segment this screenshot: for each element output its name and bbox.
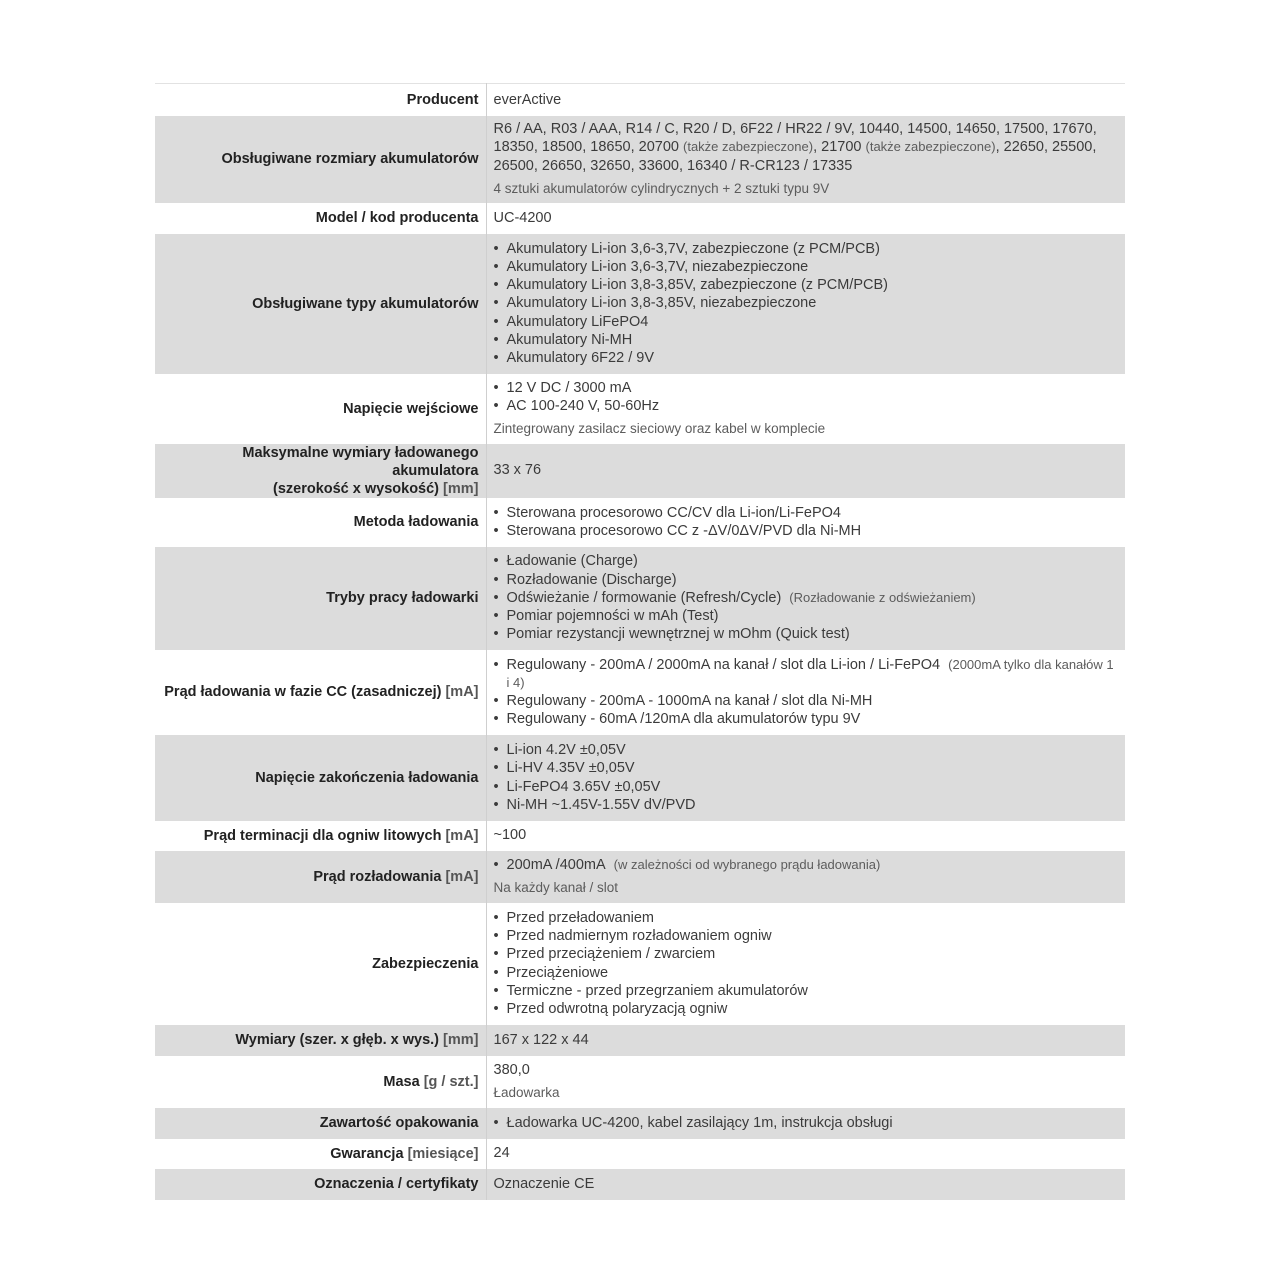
spec-label	[155, 1056, 486, 1108]
list-item: • Rozładowanie (Discharge)	[494, 571, 1118, 589]
sizes-text: R6 / AA, R03 / AAA, R14 / C, R20 / D, 6F22 / HR22 / 9V, 10440, 14500, 14650, 17500, 17670, 18350, 18500, 18650, 20700	[493, 121, 1097, 156]
list-item: • Termiczne - przed przegrzaniem akumulatorów	[494, 982, 1118, 1000]
list-item-text: Regulowany - 200mA / 2000mA na kanał / slot dla Li-ion / Li-FePO4	[506, 656, 941, 673]
label-unit: [mA]	[445, 868, 479, 885]
sizes-note: (także zabezpieczone)	[865, 139, 996, 155]
label-text: Prąd ładowania w fazie CC (zasadniczej)	[164, 684, 442, 700]
spec-row-producent	[155, 84, 1125, 116]
label-text: Zabezpieczenia	[372, 955, 479, 972]
list-item: • Akumulatory LiFePO4	[494, 313, 1118, 331]
spec-value	[486, 903, 1125, 1025]
list-item: • Ładowarka UC-4200, kabel zasilający 1m, instrukcja obsługi	[494, 1114, 1118, 1132]
value-list	[494, 379, 1118, 415]
label-text: Masa	[383, 1073, 420, 1090]
spec-row-dimensions	[155, 1025, 1125, 1056]
value-list	[494, 856, 1118, 874]
spec-label	[155, 1025, 486, 1056]
list-item: • Przed przeciążeniem / zwarciem	[494, 945, 1118, 963]
spec-value	[486, 1169, 1125, 1200]
list-item: • Pomiar rezystancji wewnętrznej w mOhm (Quick test)	[494, 625, 1118, 643]
label-unit: [miesiące]	[407, 1145, 479, 1162]
list-item: • Li-FePO4 3.65V ±0,05V	[494, 778, 1118, 796]
spec-label	[155, 735, 486, 821]
label-text: Prąd terminacji dla ogniw litowych	[203, 827, 442, 844]
value-list	[494, 552, 1118, 643]
list-item: • Pomiar pojemności w mAh (Test)	[494, 607, 1118, 625]
spec-label	[155, 1169, 486, 1200]
spec-row-discharge-current	[155, 851, 1125, 903]
spec-value	[486, 851, 1125, 903]
spec-value	[486, 821, 1125, 851]
spec-row-modes	[155, 547, 1125, 650]
value-text: 24	[493, 1145, 510, 1162]
spec-value	[486, 234, 1125, 374]
spec-label	[155, 1139, 486, 1169]
list-item-text: 200mA /400mA	[506, 856, 606, 873]
spec-value	[486, 116, 1125, 203]
value-text: everActive	[493, 91, 562, 108]
value-text: 167 x 122 x 44	[493, 1031, 589, 1048]
value-subnote: 4 sztuki akumulatorów cylindrycznych + 2 sztuki typu 9V	[493, 180, 830, 196]
label-text: Obsługiwane rozmiary akumulatorów	[221, 151, 479, 167]
spec-row-charging-method	[155, 498, 1125, 547]
value-text: 33 x 76	[493, 462, 542, 479]
spec-table	[155, 83, 1125, 1200]
list-item-note: (w zależności od wybranego prądu ładowania)	[613, 856, 881, 872]
value-text: ~100	[493, 827, 527, 844]
label-text: Napięcie wejściowe	[343, 400, 479, 417]
list-item: • Ni-MH ~1.45V-1.55V dV/PVD	[494, 796, 1118, 814]
spec-value	[486, 1056, 1125, 1108]
label-text: Gwarancja	[330, 1145, 404, 1162]
label-text: Producent	[406, 91, 479, 108]
list-item: • Akumulatory Li-ion 3,8-3,85V, zabezpieczone (z PCM/PCB)	[494, 276, 1118, 294]
spec-row-package-contents	[155, 1108, 1125, 1139]
list-item: • Regulowany - 200mA - 1000mA na kanał / slot dla Ni-MH	[494, 692, 1118, 710]
list-item: • Akumulatory 6F22 / 9V	[494, 349, 1118, 367]
spec-row-mass	[155, 1056, 1125, 1108]
list-item: • Ładowanie (Charge)	[494, 552, 1118, 570]
value-subnote: Zintegrowany zasilacz sieciowy oraz kabel w komplecie	[493, 421, 826, 437]
spec-row-max-dimensions	[155, 444, 1125, 498]
spec-label	[155, 234, 486, 374]
list-item: • 12 V DC / 3000 mA	[494, 379, 1118, 397]
spec-row-protections	[155, 903, 1125, 1025]
spec-label	[155, 498, 486, 547]
spec-value	[486, 84, 1125, 116]
spec-row-types	[155, 234, 1125, 374]
label-text: Metoda ładowania	[353, 514, 479, 530]
list-item: • Sterowana procesorowo CC z -ΔV/0ΔV/PVD dla Ni-MH	[494, 522, 1118, 540]
spec-row-charge-current	[155, 650, 1125, 735]
label-text: Zawartość opakowania	[319, 1115, 479, 1131]
label-unit: [mA]	[445, 684, 479, 700]
label-text: Tryby pracy ładowarki	[326, 590, 479, 606]
list-item: • Li-ion 4.2V ±0,05V	[494, 741, 1118, 759]
spec-value	[486, 444, 1125, 498]
label-unit: [mm]	[443, 480, 479, 497]
sizes-note: (także zabezpieczone)	[683, 139, 814, 155]
value-list	[494, 741, 1118, 814]
label-text: Model / kod producenta	[315, 210, 479, 226]
list-item: • Przed przeładowaniem	[494, 909, 1118, 927]
spec-label	[155, 374, 486, 444]
list-item	[494, 856, 1118, 874]
label-text: Napięcie zakończenia ładowania	[255, 769, 479, 786]
sizes-text: , 21700	[813, 139, 862, 156]
spec-value	[486, 547, 1125, 650]
value-text: UC-4200	[493, 209, 552, 226]
label-text: Maksymalne wymiary ładowanego akumulatora	[242, 444, 479, 479]
spec-label	[155, 1108, 486, 1139]
label-text: Wymiary (szer. x głęb. x wys.)	[235, 1032, 440, 1048]
spec-label	[155, 116, 486, 203]
spec-label	[155, 650, 486, 735]
list-item-note: (2000mA tylko dla kanałów 1 i 4)	[506, 656, 1114, 690]
list-item: • Akumulatory Ni-MH	[494, 331, 1118, 349]
spec-label	[155, 444, 486, 498]
list-item	[494, 656, 1118, 692]
spec-value	[486, 1025, 1125, 1056]
list-item	[494, 589, 1118, 607]
list-item: • Akumulatory Li-ion 3,6-3,7V, zabezpieczone (z PCM/PCB)	[494, 240, 1118, 258]
label-unit: [mm]	[443, 1032, 479, 1048]
value-list	[494, 909, 1118, 1018]
spec-row-certifications	[155, 1169, 1125, 1200]
value-list	[494, 1114, 1118, 1132]
spec-label	[155, 203, 486, 234]
spec-label	[155, 821, 486, 851]
list-item: • Regulowany - 60mA /120mA dla akumulatorów typu 9V	[494, 710, 1118, 728]
sizes-text: , 22650, 25500, 26500, 26650, 32650, 33600, 16340 / R-CR123 / 17335	[493, 139, 1097, 174]
list-item: • Przed odwrotną polaryzacją ogniw	[494, 1000, 1118, 1018]
list-item: • Akumulatory Li-ion 3,8-3,85V, niezabezpieczone	[494, 294, 1118, 312]
label-unit: [mA]	[445, 827, 479, 844]
list-item: • AC 100-240 V, 50-60Hz	[494, 397, 1118, 415]
spec-value	[486, 1139, 1125, 1169]
spec-value	[486, 203, 1125, 234]
spec-label	[155, 851, 486, 903]
value-list	[494, 656, 1118, 729]
value-text: 380,0	[493, 1061, 530, 1078]
value-list	[494, 240, 1118, 367]
value-text: Oznaczenie CE	[493, 1175, 595, 1192]
list-item-text: Odświeżanie / formowanie (Refresh/Cycle)	[506, 589, 782, 606]
spec-value	[486, 1108, 1125, 1139]
list-item: • Akumulatory Li-ion 3,6-3,7V, niezabezpieczone	[494, 258, 1118, 276]
list-item-note: (Rozładowanie z odświeżaniem)	[789, 589, 976, 605]
value-subnote: Ładowarka	[493, 1085, 560, 1100]
spec-row-termination-current	[155, 821, 1125, 851]
spec-value	[486, 374, 1125, 444]
spec-row-model	[155, 203, 1125, 234]
sizes-list	[494, 120, 1118, 175]
spec-label	[155, 547, 486, 650]
list-item: • Sterowana procesorowo CC/CV dla Li-ion/Li-FePO4	[494, 504, 1118, 522]
spec-row-end-voltage	[155, 735, 1125, 821]
list-item: • Li-HV 4.35V ±0,05V	[494, 759, 1118, 777]
value-subnote: Na każdy kanał / slot	[493, 880, 619, 895]
label-text: Prąd rozładowania	[313, 868, 442, 885]
label-text: Obsługiwane typy akumulatorów	[252, 295, 479, 312]
spec-value	[486, 650, 1125, 735]
label-unit: [g / szt.]	[423, 1073, 479, 1090]
list-item: • Przeciążeniowe	[494, 964, 1118, 982]
list-item: • Przed nadmiernym rozładowaniem ogniw	[494, 927, 1118, 945]
spec-row-sizes	[155, 116, 1125, 203]
spec-value	[486, 735, 1125, 821]
spec-label	[155, 84, 486, 116]
value-list	[494, 504, 1118, 540]
spec-label	[155, 903, 486, 1025]
spec-row-input-voltage	[155, 374, 1125, 444]
spec-row-warranty	[155, 1139, 1125, 1169]
spec-value	[486, 498, 1125, 547]
label-text: Oznaczenia / certyfikaty	[314, 1176, 479, 1192]
label-text: (szerokość x wysokość)	[272, 480, 440, 497]
